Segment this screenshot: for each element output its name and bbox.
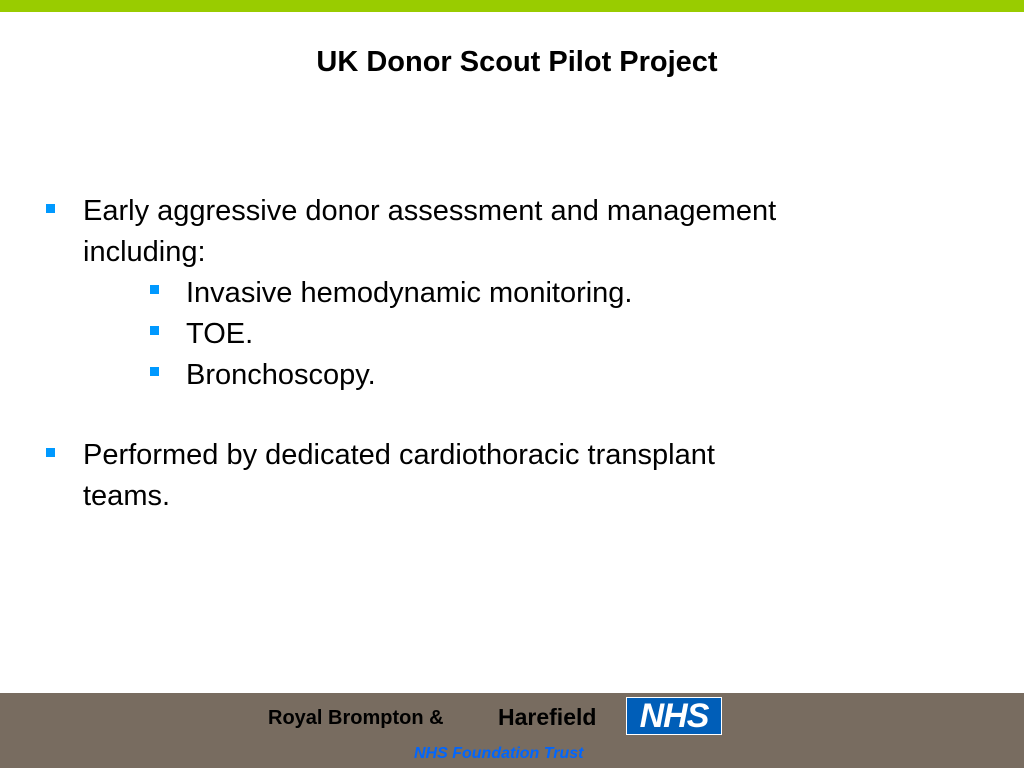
subbullet-square-icon — [150, 285, 159, 294]
bullet-text: Performed by dedicated cardiothoracic transplant — [83, 439, 715, 471]
bullet-text: Early aggressive donor assessment and management — [83, 195, 777, 227]
nhs-logo: NHS — [626, 697, 722, 735]
bullet-text: teams. — [83, 480, 171, 512]
footer-org-name-harefield: Harefield — [498, 704, 597, 730]
bullet-square-icon — [46, 204, 55, 213]
subbullet-text: Bronchoscopy. — [186, 359, 376, 391]
subbullet-text: Invasive hemodynamic monitoring. — [186, 277, 633, 309]
subbullet-square-icon — [150, 367, 159, 376]
slide-title: UK Donor Scout Pilot Project — [316, 46, 718, 78]
footer-org-name: Royal Brompton & — [268, 707, 444, 729]
bullet-square-icon — [46, 448, 55, 457]
bullet-text: including: — [83, 236, 206, 268]
subbullet-text: TOE. — [186, 318, 254, 350]
footer-trust-name: NHS Foundation Trust — [414, 745, 584, 762]
subbullet-square-icon — [150, 326, 159, 335]
